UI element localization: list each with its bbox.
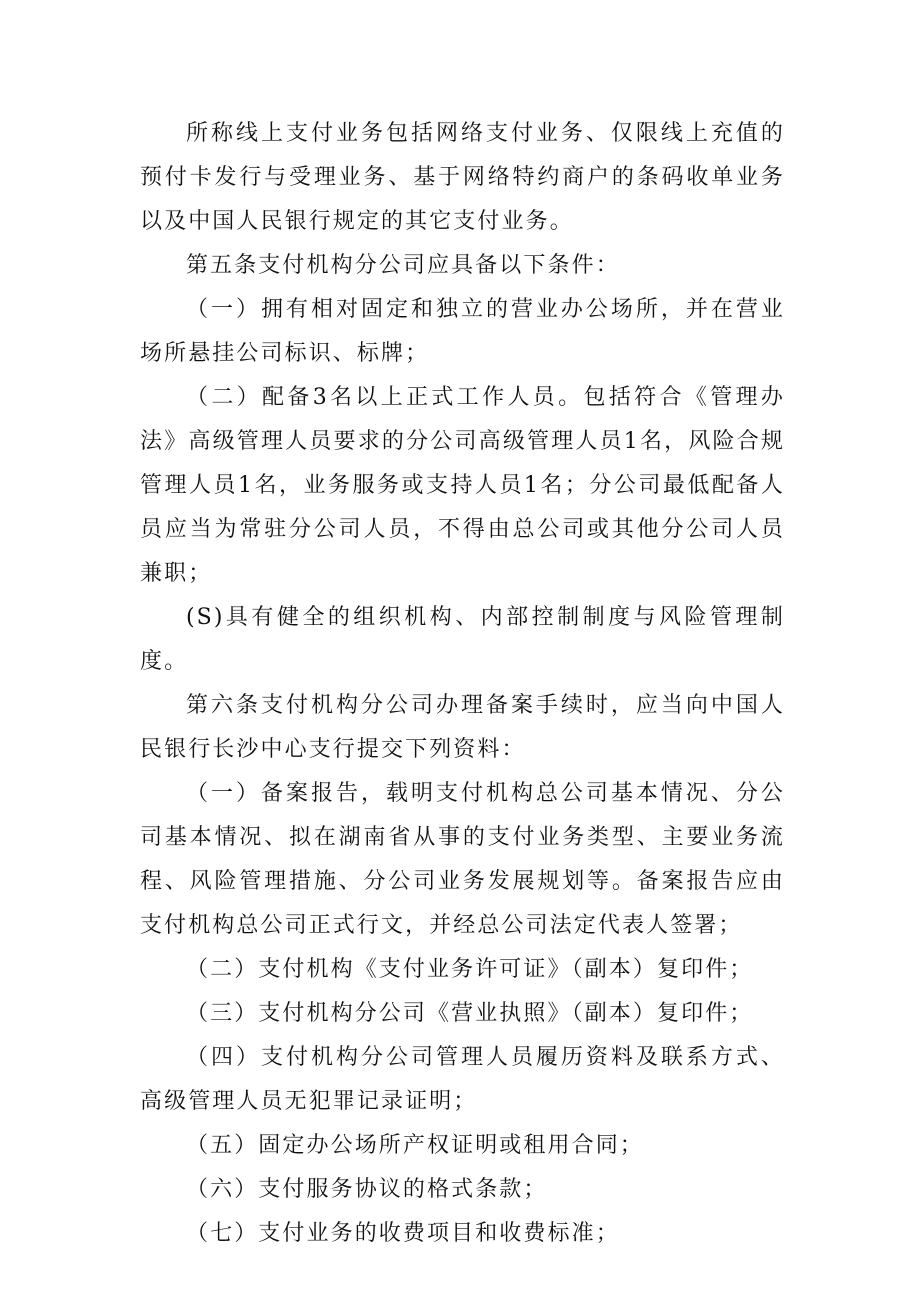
paragraph-article-5-item-2: （二）配备3名以上正式工作人员。包括符合《管理办法》高级管理人员要求的分公司高级管理人员1名，风险合规管理人员1名，业务服务或支持人员1名；分公司最低配备人员应当为常驻分公司人员，不得由总公司或其他分公司人员兼职；: [140, 385, 785, 586]
paragraph-online-payment-definition: 所称线上支付业务包括网络支付业务、仅限线上充值的预付卡发行与受理业务、基于网络特约商户的条码收单业务以及中国人民银行规定的其它支付业务。: [140, 121, 785, 234]
paragraph-article-5-item-3: (S)具有健全的组织机构、内部控制制度与风险管理制度。: [140, 605, 785, 674]
paragraph-article-5-heading: 第五条支付机构分公司应具备以下条件：: [186, 253, 620, 278]
paragraph-article-6-item-1: （一）备案报告，载明支付机构总公司基本情况、分公司基本情况、拟在湖南省从事的支付业务类型、主要业务流程、风险管理措施、分公司业务发展规划等。备案报告应由支付机构总公司正式行文，并经总公司法定代表人签署；: [140, 781, 785, 938]
paragraph-article-6-item-3: （三）支付机构分公司《营业执照》（副本）复印件；: [186, 1001, 754, 1026]
paragraph-article-6-item-6: （六）支付服务协议的格式条款；: [186, 1177, 548, 1202]
document-body: [140, 112, 785, 1256]
paragraph-article-6-item-5: （五）固定办公场所产权证明或租用合同；: [186, 1133, 644, 1158]
paragraph-article-6-heading: 第六条支付机构分公司办理备案手续时，应当向中国人民银行长沙中心支行提交下列资料：: [140, 693, 785, 762]
paragraph-article-6-item-4: （四）支付机构分公司管理人员履历资料及联系方式、高级管理人员无犯罪记录证明；: [140, 1045, 785, 1114]
paragraph-article-6-item-2: （二）支付机构《支付业务许可证》（副本）复印件；: [186, 957, 754, 982]
paragraph-article-6-item-7: （七）支付业务的收费项目和收费标准；: [186, 1221, 620, 1246]
paragraph-article-5-item-1: （一）拥有相对固定和独立的营业办公场所，并在营业场所悬挂公司标识、标牌；: [140, 297, 785, 366]
